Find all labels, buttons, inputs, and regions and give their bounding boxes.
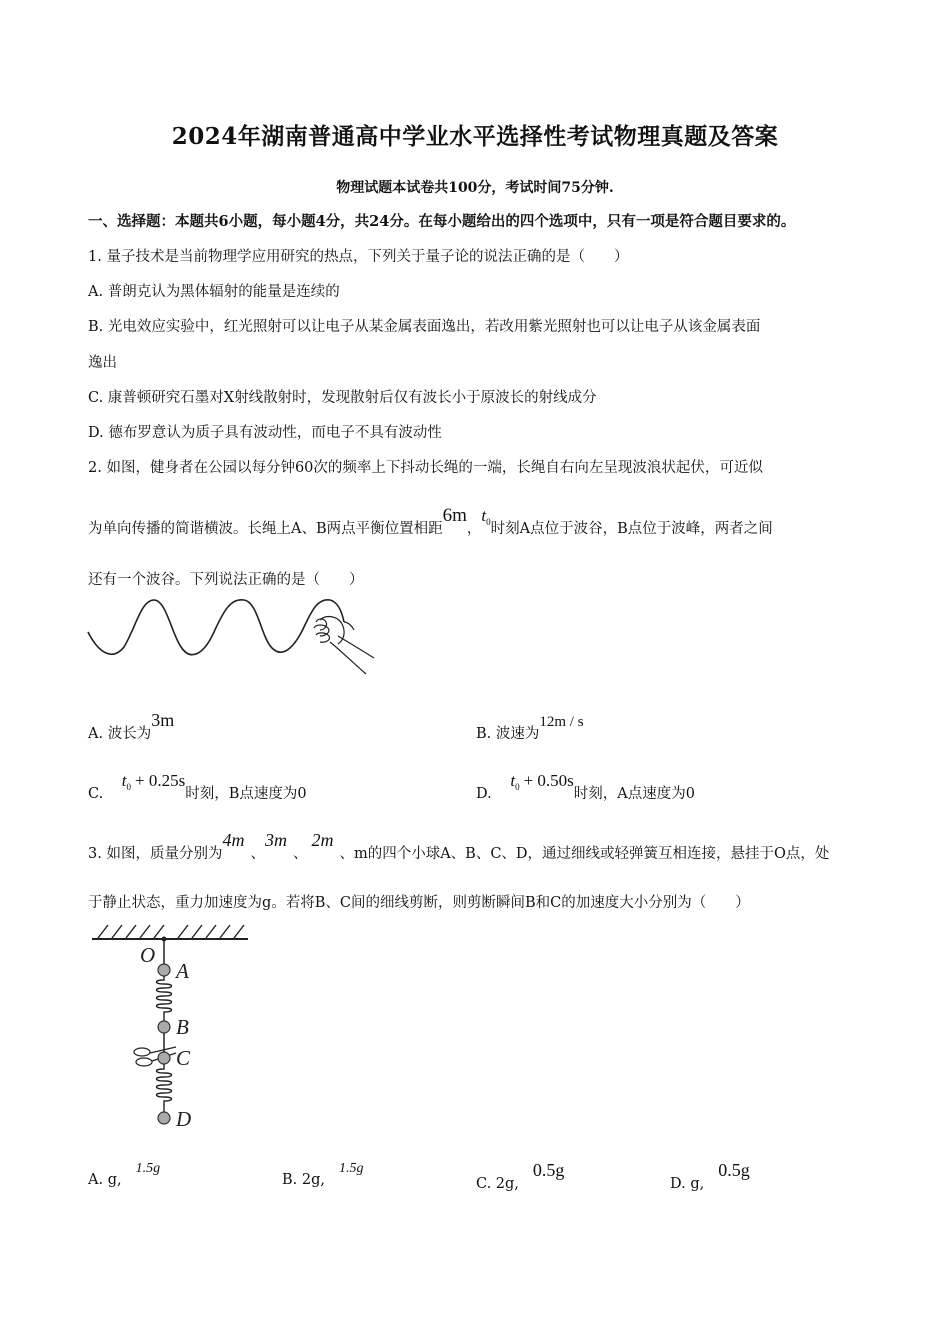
ball-d <box>158 1112 170 1124</box>
q1-stem: 1. 量子技术是当前物理学应用研究的热点，下列关于量子论的说法正确的是（ ） <box>88 249 629 265</box>
q3-option-a <box>88 1161 161 1189</box>
label-o: O <box>140 943 156 967</box>
q3-text-a: 3. 如图，质量分别为 <box>88 846 223 862</box>
label-a: A <box>176 959 189 983</box>
q3-option-b-value: 1.5g <box>339 1161 364 1176</box>
q2-stem-line2 <box>88 505 773 539</box>
ceiling <box>92 925 248 939</box>
q1-option-b-line1: B. 光电效应实验中，红光照射可以让电子从某金属表面逸出，若改用紫光照射也可以让电子从该金属表面 <box>88 319 761 335</box>
q2-option-b <box>476 714 584 743</box>
q3-option-a-value: 1.5g <box>135 1161 161 1176</box>
time-subscript: 0 <box>486 517 491 527</box>
mass-3m: 3m <box>264 830 287 850</box>
q2-stem-line3: 还有一个波谷。下列说法正确的是（ ） <box>88 572 364 588</box>
q2-option-c-value: + 0.25s <box>135 771 186 790</box>
q2-option-c-tail: 时刻，B点速度为0 <box>185 786 307 802</box>
q2-option-c-sub: 0 <box>126 782 132 792</box>
q1-option-c: C. 康普顿研究石墨对X射线散射时，发现散射后仅有波长小于原波长的射线成分 <box>88 390 597 406</box>
q1-option-a: A. 普朗克认为黑体辐射的能量是连续的 <box>88 284 340 300</box>
q2-option-d-t: t <box>510 771 516 790</box>
q1-option-b-line2: 逸出 <box>88 355 117 371</box>
q3-option-b-label: B. 2g, <box>282 1172 325 1188</box>
q2-option-d <box>476 771 695 803</box>
q3-option-d-label: D. g, <box>670 1176 705 1192</box>
section-heading: 一、选择题：本题共6小题，每小题4分，共24分。在每小题给出的四个选项中，只有一项是符合题目要求的。 <box>88 213 796 230</box>
mass-4m: 4m <box>222 830 245 850</box>
label-c: C <box>176 1046 191 1070</box>
exam-info: 物理试题本试卷共100分，考试时间75分钟. <box>336 180 614 196</box>
mass-2m: 2m <box>311 830 334 850</box>
q3-sep-1: 、 <box>250 846 265 862</box>
q2-comma: ， <box>466 521 482 537</box>
q2-option-c-t: t <box>121 771 127 790</box>
q2-text-a: 为单向传播的简谐横波。长绳上A、B两点平衡位置相距 <box>88 521 443 537</box>
ball-b <box>158 1021 170 1033</box>
q2-option-d-sub: 0 <box>515 782 520 792</box>
time-symbol: t <box>481 506 487 525</box>
q2-option-d-label: D. <box>476 786 492 802</box>
q3-option-d-value: 0.5g <box>718 1160 750 1180</box>
q2-option-a-label: A. 波长为 <box>88 726 152 742</box>
page-title: 2024年湖南普通高中学业水平选择性考试物理真题及答案 <box>171 123 779 150</box>
q3-sep-2: 、 <box>292 846 308 862</box>
distance-value: 6m <box>442 505 467 526</box>
q2-option-d-tail: 时刻，A点速度为0 <box>573 786 695 802</box>
q2-text-b: 时刻A点位于波谷，B点位于波峰，两者之间 <box>490 521 773 537</box>
q3-text-b: 、m的四个小球A、B、C、D，通过细线或轻弹簧互相连接，悬挂于O点，处 <box>339 846 830 862</box>
q2-option-a <box>88 710 175 743</box>
q3-stem-line1 <box>88 830 830 863</box>
q3-option-c-value: 0.5g <box>532 1160 565 1180</box>
q3-option-c-label: C. 2g, <box>476 1176 519 1192</box>
q3-stem-line2: 于静止状态，重力加速度为g。若将B、C间的细线剪断，则剪断瞬间B和C的加速度大小分别为（ ） <box>88 895 750 911</box>
q2-stem-line1: 2. 如图，健身者在公园以每分钟60次的频率上下抖动长绳的一端，长绳自右向左呈现波浪状起伏，可近似 <box>88 460 763 476</box>
label-b: B <box>176 1015 189 1039</box>
hand-icon <box>314 617 374 674</box>
q2-option-a-value: 3m <box>151 710 175 730</box>
q1-option-d: D. 德布罗意认为质子具有波动性，而电子不具有波动性 <box>88 425 442 441</box>
ball-a <box>158 964 170 976</box>
q3-option-a-label: A. g, <box>88 1172 122 1188</box>
q2-option-d-value: + 0.50s <box>523 771 574 790</box>
q2-option-b-value: 12m / s <box>539 714 584 730</box>
q3-option-c <box>476 1160 565 1193</box>
q3-option-b <box>282 1161 364 1189</box>
q2-option-c-label: C. <box>88 786 104 802</box>
spring-ball-figure <box>90 922 250 1137</box>
spring-cd <box>157 1064 172 1112</box>
q2-option-b-label: B. 波速为 <box>476 726 540 742</box>
spring-ab <box>157 976 172 1021</box>
rope-wave-figure <box>86 592 376 682</box>
ball-c <box>158 1052 170 1064</box>
q2-option-c <box>88 771 307 803</box>
q3-option-d <box>670 1160 750 1193</box>
label-d: D <box>176 1107 192 1131</box>
